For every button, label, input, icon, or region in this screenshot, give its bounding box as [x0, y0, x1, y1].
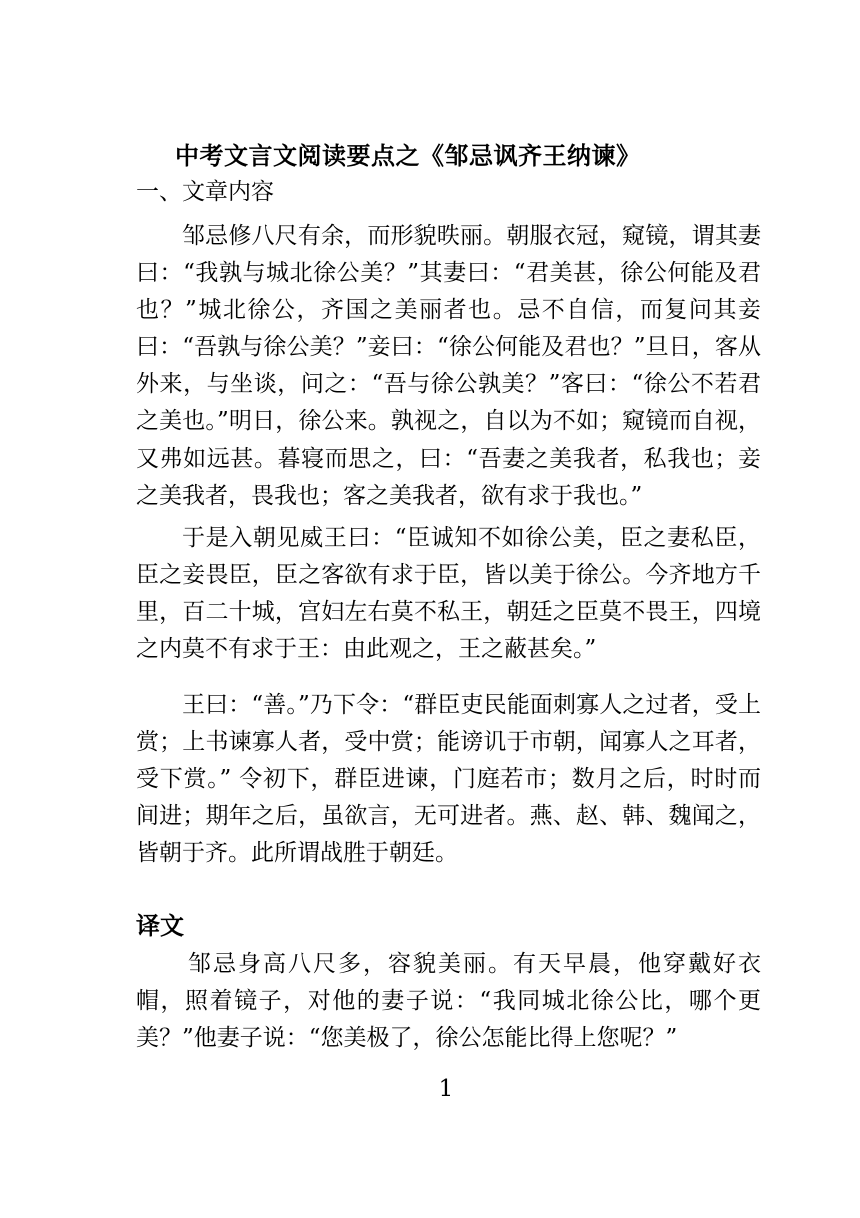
- translation-heading: 译文: [136, 911, 184, 940]
- body-paragraph: 王曰：“善。”乃下令：“群臣吏民能面刺寡人之过者，受上赏；上书谏寡人者，受中赏；能谤讥于市朝，闻寡人之耳者，受下赏。” 令初下，群臣进谏，门庭若市；数月之后，时时而间进；期年之后，虽欲言，无可进者。燕、赵、韩、魏闻之，皆朝于齐。此所谓战胜于朝廷。: [136, 692, 761, 867]
- page-number: 1: [438, 1076, 454, 1102]
- section-heading: 一、文章内容: [136, 179, 274, 205]
- body-paragraph: 于是入朝见威王曰：“臣诚知不如徐公美，臣之妻私臣，臣之妾畏臣，臣之客欲有求于臣，皆以美于徐公。今齐地方千里，百二十城，宫妇左右莫不私王，朝廷之臣莫不畏王，四境之内莫不有求于王：由此观之，王之蔽甚矣。”: [136, 525, 761, 663]
- body-paragraph: 邹忌修八尺有余，而形貌昳丽。朝服衣冠，窥镜，谓其妻曰：“我孰与城北徐公美？”其妻曰：“君美甚，徐公何能及君也？”城北徐公，齐国之美丽者也。忌不自信，而复问其妾曰：“吾孰与徐公美？”妾曰：“徐公何能及君也？”旦日，客从外来，与坐谈，问之：“吾与徐公孰美？”客曰：“徐公不若君之美也。”明日，徐公来。孰视之，自以为不如；窥镜而自视，又弗如远甚。暮寝而思之，曰：“吾妻之美我者，私我也；妾之美我者，畏我也；客之美我者，欲有求于我也。”: [136, 223, 761, 509]
- translation-paragraph: 邹忌身高八尺多，容貌美丽。有天早晨，他穿戴好衣帽，照着镜子，对他的妻子说：“我同城北徐公比，哪个更美？”他妻子说：“您美极了，徐公怎能比得上您呢？”: [136, 951, 761, 1052]
- document-title: 中考文言文阅读要点之《邹忌讽齐王纳谏》: [175, 141, 641, 170]
